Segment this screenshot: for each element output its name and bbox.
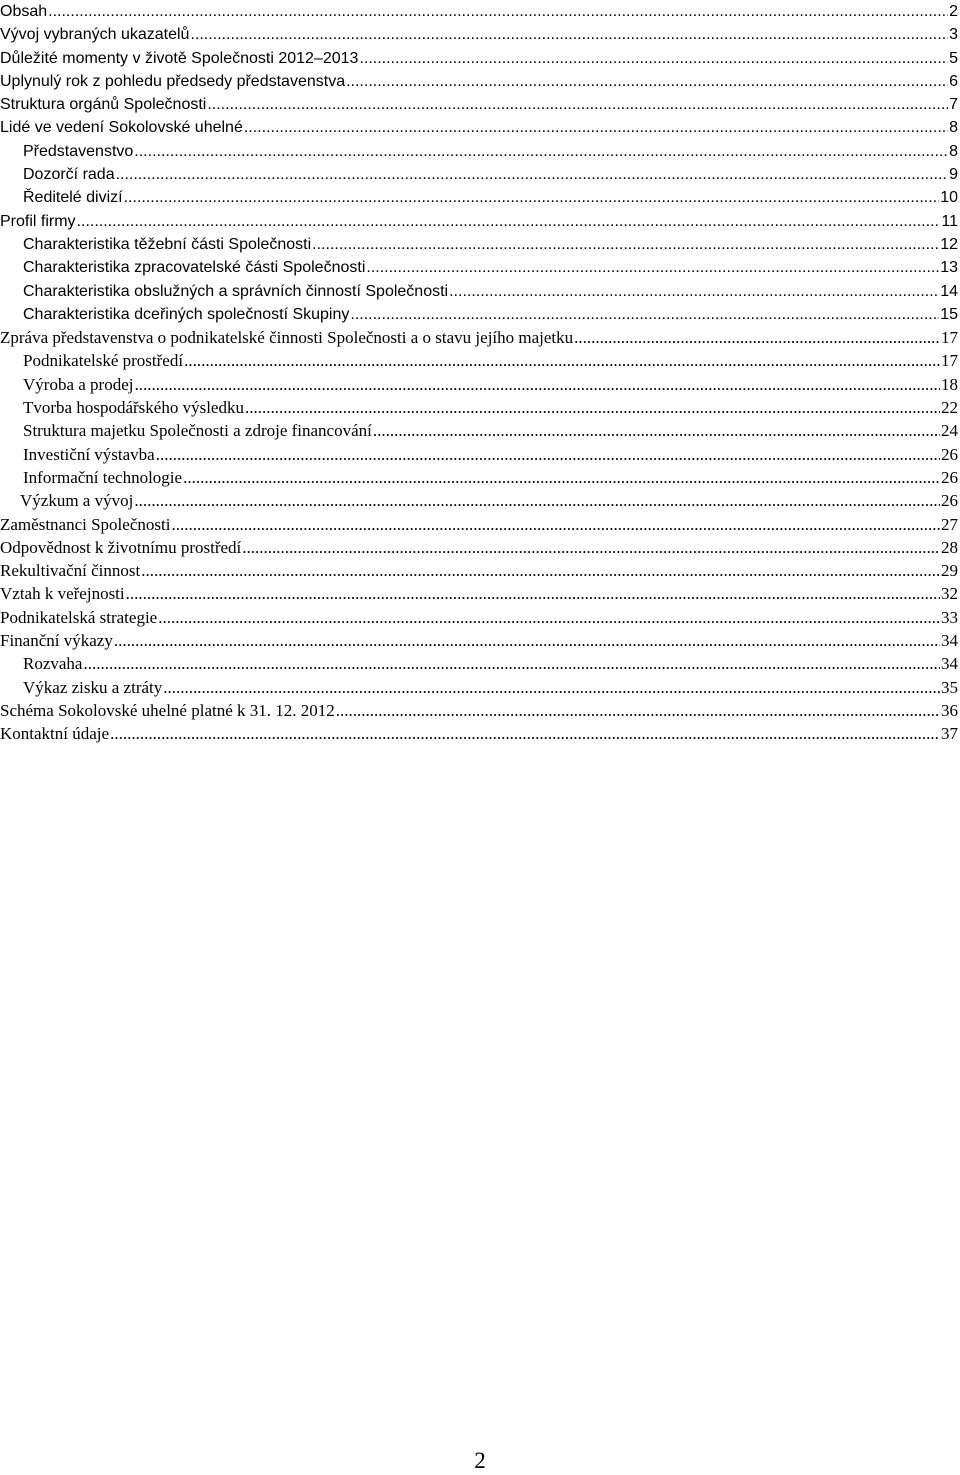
toc-entry-title: Uplynulý rok z pohledu předsedy představenstva bbox=[0, 72, 346, 90]
toc-dot-leader bbox=[48, 0, 948, 23]
toc-entry[interactable] bbox=[0, 699, 958, 722]
toc-entry-title: Výkaz zisku a ztráty bbox=[23, 677, 163, 697]
toc-dot-leader bbox=[83, 652, 940, 675]
toc-dot-leader bbox=[190, 23, 948, 46]
toc-dot-leader bbox=[116, 163, 949, 186]
toc-entry[interactable] bbox=[0, 233, 958, 256]
toc-dot-leader bbox=[134, 373, 940, 396]
toc-entry-title: Zpráva představenstva o podnikatelské činnosti Společnosti a o stavu jejího majetku bbox=[0, 328, 574, 348]
toc-entry[interactable] bbox=[0, 559, 958, 582]
toc-entry-title: Důležité momenty v životě Společnosti 2012–2013 bbox=[0, 49, 359, 67]
toc-entry-page: 7 bbox=[949, 96, 958, 114]
toc-entry[interactable] bbox=[0, 70, 958, 93]
toc-entry-title: Obsah bbox=[0, 3, 48, 20]
toc-entry-page: 10 bbox=[940, 189, 958, 207]
toc-entry-page: 15 bbox=[940, 305, 958, 323]
toc-entry-page: 28 bbox=[941, 537, 958, 557]
toc-dot-leader bbox=[350, 303, 939, 326]
toc-dot-leader bbox=[574, 326, 940, 349]
toc-entry-page: 11 bbox=[941, 212, 958, 230]
toc-entry-page: 5 bbox=[949, 49, 958, 67]
toc-entry-page: 36 bbox=[941, 700, 958, 720]
toc-dot-leader bbox=[359, 47, 948, 70]
toc-dot-leader bbox=[184, 349, 940, 372]
toc-entry[interactable] bbox=[0, 23, 958, 46]
toc-entry[interactable] bbox=[0, 47, 958, 70]
toc-entry[interactable] bbox=[0, 443, 958, 466]
toc-dot-leader bbox=[336, 699, 940, 722]
toc-entry-title: Zaměstnanci Společnosti bbox=[0, 514, 171, 534]
toc-dot-leader bbox=[207, 93, 948, 116]
toc-dot-leader bbox=[110, 722, 940, 745]
toc-dot-leader bbox=[346, 70, 948, 93]
toc-entry-title: Rozvaha bbox=[23, 654, 83, 674]
toc-entry-page: 6 bbox=[949, 72, 958, 90]
toc-dot-leader bbox=[183, 466, 940, 489]
toc-entry-page: 3 bbox=[949, 26, 958, 44]
toc-entry[interactable] bbox=[0, 582, 958, 605]
toc-dot-leader bbox=[126, 582, 940, 605]
toc-entry-page: 35 bbox=[941, 677, 958, 697]
toc-entry[interactable] bbox=[0, 349, 958, 372]
toc-entry-title: Profil firmy bbox=[0, 212, 76, 230]
toc-entry[interactable] bbox=[0, 210, 958, 233]
toc-dot-leader bbox=[366, 256, 939, 279]
toc-entry-title: Vztah k veřejnosti bbox=[0, 584, 125, 604]
toc-entry-page: 9 bbox=[949, 166, 958, 184]
toc-entry[interactable] bbox=[0, 419, 958, 442]
toc-entry-page: 8 bbox=[949, 119, 958, 137]
toc-entry-title: Lidé ve vedení Sokolovské uhelné bbox=[0, 119, 243, 137]
toc-entry[interactable] bbox=[0, 513, 958, 536]
toc-dot-leader bbox=[156, 443, 940, 466]
toc-entry-title: Investiční výstavba bbox=[23, 444, 155, 464]
toc-dot-leader bbox=[244, 116, 948, 139]
toc-entry-title: Odpovědnost k životnímu prostředí bbox=[0, 537, 242, 557]
toc-dot-leader bbox=[242, 536, 940, 559]
toc-entry-page: 26 bbox=[941, 444, 958, 464]
toc-entry[interactable] bbox=[0, 116, 958, 139]
page-number: 2 bbox=[474, 1448, 486, 1473]
toc-entry-page: 29 bbox=[941, 561, 958, 581]
toc-entry-title: Struktura majetku Společnosti a zdroje financování bbox=[23, 421, 372, 441]
toc-entry-page: 18 bbox=[941, 374, 958, 394]
toc-entry-title: Kontaktní údaje bbox=[0, 724, 110, 744]
toc-entry-title: Charakteristika obslužných a správních činností Společnosti bbox=[23, 282, 449, 300]
toc-entry-page: 34 bbox=[941, 654, 958, 674]
toc-entry-page: 17 bbox=[941, 351, 958, 371]
toc-entry-title: Tvorba hospodářského výsledku bbox=[23, 398, 244, 418]
toc-entry-page: 26 bbox=[941, 491, 958, 511]
toc-entry-page: 32 bbox=[941, 584, 958, 604]
toc-entry-title: Ředitelé divizí bbox=[23, 189, 123, 207]
toc-entry[interactable] bbox=[0, 186, 958, 209]
toc-entry[interactable] bbox=[0, 256, 958, 279]
toc-entry[interactable] bbox=[0, 629, 958, 652]
toc-entry[interactable] bbox=[0, 466, 958, 489]
toc-entry-title: Podnikatelská strategie bbox=[0, 607, 158, 627]
toc-entry[interactable] bbox=[0, 0, 958, 23]
toc-dot-leader bbox=[373, 419, 940, 442]
toc-entry-page: 2 bbox=[949, 3, 958, 20]
toc-entry-title: Vývoj vybraných ukazatelů bbox=[0, 26, 190, 44]
toc-entry-title: Dozorčí rada bbox=[23, 166, 115, 184]
toc-entry[interactable] bbox=[0, 722, 958, 745]
toc-entry-page: 26 bbox=[941, 467, 958, 487]
toc-dot-leader bbox=[158, 606, 940, 629]
toc-dot-leader bbox=[114, 629, 940, 652]
toc-entry-title: Informační technologie bbox=[23, 467, 183, 487]
toc-entry-page: 34 bbox=[941, 631, 958, 651]
toc-entry[interactable] bbox=[0, 163, 958, 186]
toc-entry-page: 8 bbox=[949, 142, 958, 160]
toc-entry-page: 24 bbox=[941, 421, 958, 441]
toc-dot-leader bbox=[245, 396, 940, 419]
toc-entry-title: Rekultivační činnost bbox=[0, 561, 141, 581]
toc-entry-title: Schéma Sokolovské uhelné platné k 31. 12. 2012 bbox=[0, 700, 335, 720]
toc-entry-title: Výroba a prodej bbox=[23, 374, 134, 394]
toc-dot-leader bbox=[171, 513, 940, 536]
toc-entry-title: Charakteristika zpracovatelské části Společnosti bbox=[23, 259, 366, 277]
toc-entry-title: Struktura orgánů Společnosti bbox=[0, 96, 207, 114]
toc-entry[interactable] bbox=[0, 606, 958, 629]
toc-entry[interactable] bbox=[0, 676, 958, 699]
toc-entry[interactable] bbox=[0, 280, 958, 303]
toc-entry-page: 37 bbox=[941, 724, 958, 744]
toc-entry-page: 14 bbox=[940, 282, 958, 300]
toc-entry-page: 22 bbox=[941, 398, 958, 418]
toc-entry-page: 27 bbox=[941, 514, 958, 534]
toc-dot-leader bbox=[312, 233, 939, 256]
toc-entry-title: Výzkum a vývoj bbox=[20, 491, 134, 511]
toc-entry-page: 12 bbox=[940, 235, 958, 253]
toc-entry-title: Charakteristika dceřiných společností Skupiny bbox=[23, 305, 350, 323]
toc-entry[interactable] bbox=[0, 489, 958, 512]
toc-dot-leader bbox=[77, 210, 941, 233]
toc-entry-title: Charakteristika těžební části Společnosti bbox=[23, 235, 312, 253]
toc-entry-title: Finanční výkazy bbox=[0, 631, 113, 651]
toc-entry-title: Podnikatelské prostředí bbox=[23, 351, 184, 371]
toc-dot-leader bbox=[124, 186, 940, 209]
toc-entry-title: Představenstvo bbox=[23, 142, 134, 160]
toc-entry-page: 33 bbox=[941, 607, 958, 627]
toc-entry[interactable] bbox=[0, 536, 958, 559]
toc-entry[interactable] bbox=[0, 373, 958, 396]
toc-dot-leader bbox=[449, 280, 939, 303]
toc-entry[interactable] bbox=[0, 140, 958, 163]
toc-entry[interactable] bbox=[0, 326, 958, 349]
toc-dot-leader bbox=[141, 559, 940, 582]
toc-dot-leader bbox=[134, 489, 940, 512]
toc-entry[interactable] bbox=[0, 93, 958, 116]
toc-dot-leader bbox=[163, 676, 940, 699]
toc-entry-page: 13 bbox=[940, 259, 958, 277]
toc-entry[interactable] bbox=[0, 652, 958, 675]
toc-entry[interactable] bbox=[0, 303, 958, 326]
toc-entry-page: 17 bbox=[941, 328, 958, 348]
toc-dot-leader bbox=[134, 140, 948, 163]
toc-entry[interactable] bbox=[0, 396, 958, 419]
